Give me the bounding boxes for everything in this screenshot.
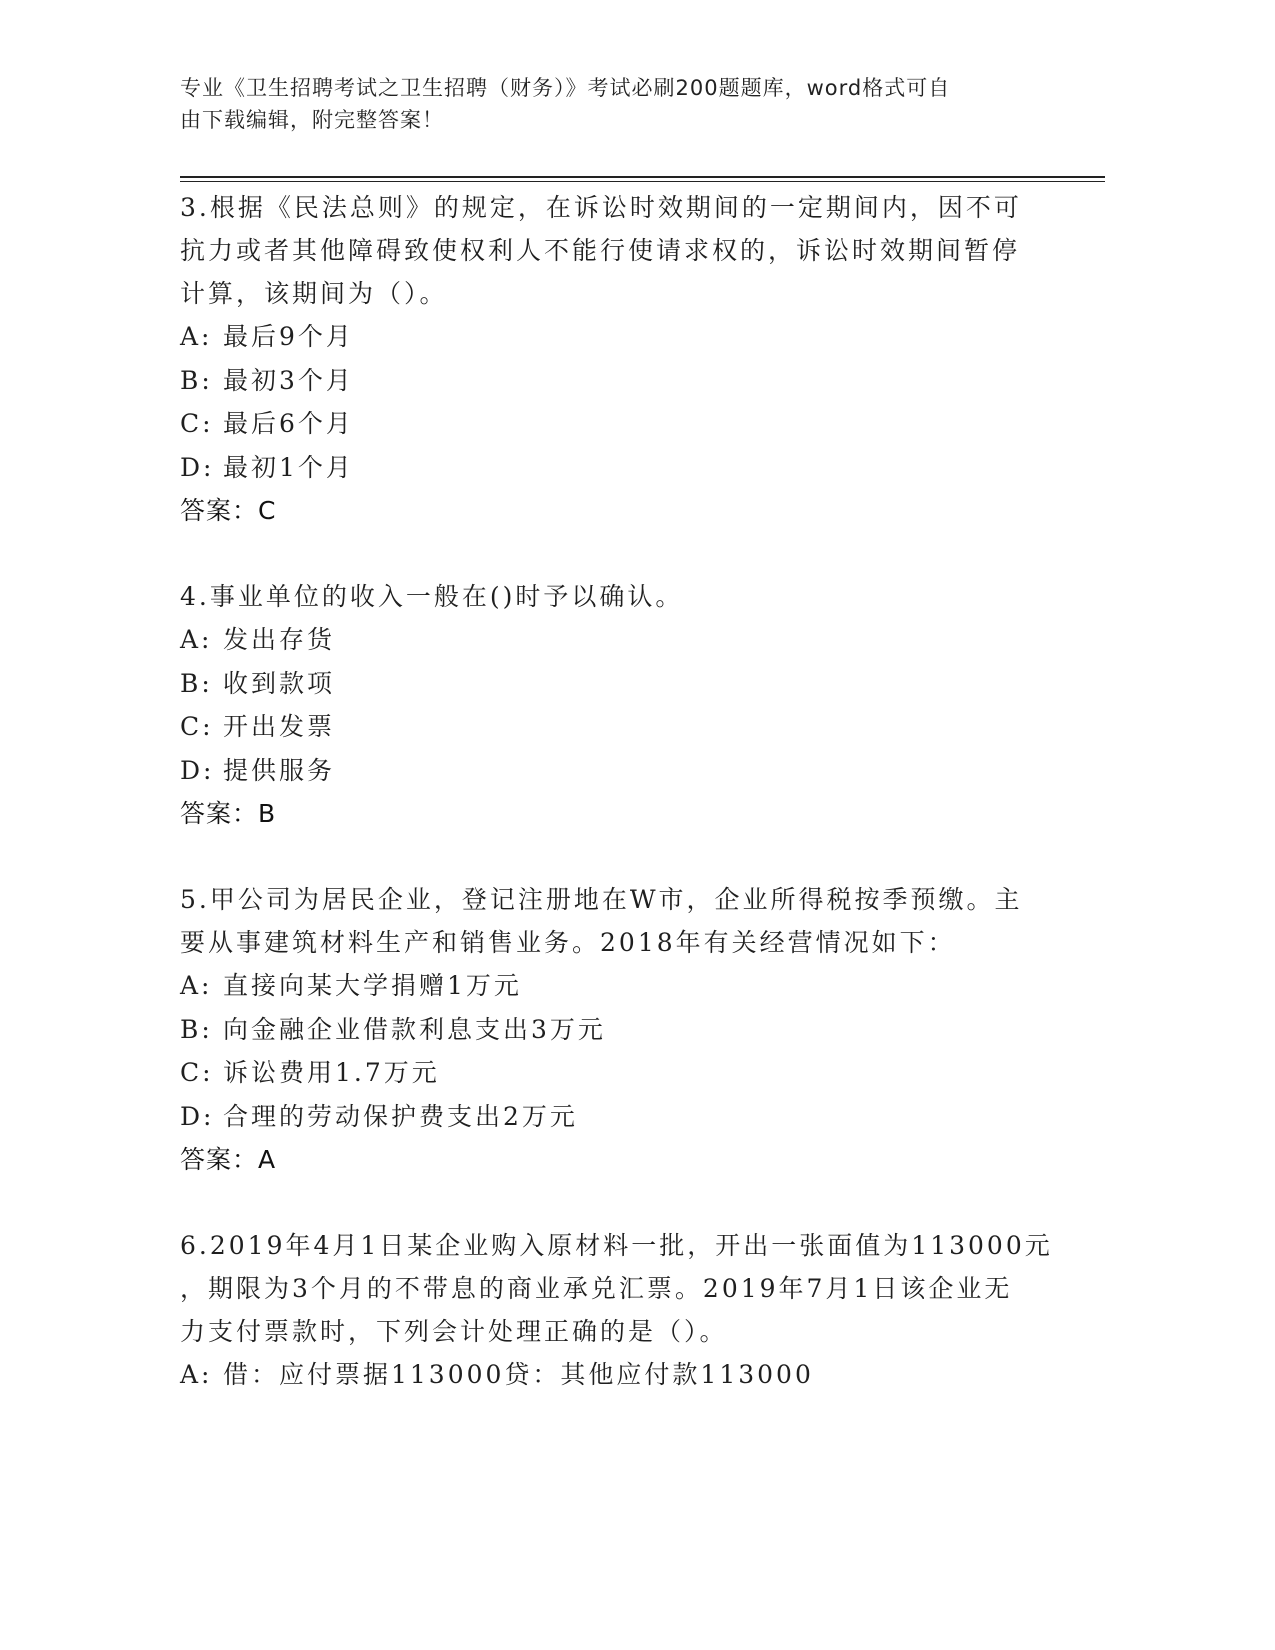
option-b xyxy=(180,1008,1060,1052)
option-key: A: xyxy=(180,971,213,1000)
question-stem xyxy=(180,575,1060,618)
stem-line: 力支付票款时，下列会计处理正确的是（）。 xyxy=(180,1317,728,1346)
stem-line: 计算，该期间为（）。 xyxy=(180,279,448,308)
option-c xyxy=(180,705,1060,749)
option-d xyxy=(180,446,1060,490)
option-text: 最后6个月 xyxy=(223,409,354,438)
option-key: B: xyxy=(180,668,213,698)
stem-line: 5.甲公司为居民企业，登记注册地在W市，企业所得税按季预缴。主 xyxy=(180,885,1023,914)
option-c xyxy=(180,1051,1060,1095)
option-a xyxy=(180,1353,1060,1397)
header-line: 由下载编辑，附完整答案！ xyxy=(180,108,444,132)
option-key: A: xyxy=(180,1360,213,1389)
option-key: B: xyxy=(180,365,213,395)
question-item xyxy=(180,1224,1060,1397)
option-a xyxy=(180,964,1060,1008)
stem-line: 6.2019年4月1日某企业购入原材料一批，开出一张面值为113000元 xyxy=(180,1231,1053,1260)
header-divider xyxy=(180,176,1105,178)
option-key: A: xyxy=(180,322,213,351)
header-line: 专业《卫生招聘考试之卫生招聘（财务）》考试必刷200题题库，word格式可自 xyxy=(180,76,951,100)
option-b xyxy=(180,662,1060,706)
option-key: D: xyxy=(180,755,215,785)
option-b xyxy=(180,359,1060,403)
question-stem xyxy=(180,878,1060,964)
document-header xyxy=(180,72,1040,136)
stem-line: 3.根据《民法总则》的规定，在诉讼时效期间的一定期间内，因不可 xyxy=(180,193,1022,222)
question-stem xyxy=(180,186,1060,315)
option-text: 最初1个月 xyxy=(223,452,354,482)
stem-line: ，期限为3个月的不带息的商业承兑汇票。2019年7月1日该企业无 xyxy=(180,1274,1013,1303)
option-a xyxy=(180,315,1060,359)
option-a xyxy=(180,618,1060,662)
option-key: D: xyxy=(180,452,215,482)
stem-line: 4.事业单位的收入一般在()时予以确认。 xyxy=(180,582,684,611)
option-key: C: xyxy=(180,1058,214,1087)
option-text: 直接向某大学捐赠1万元 xyxy=(223,971,522,1000)
option-text: 最后9个月 xyxy=(223,322,354,351)
answer-line: 答案：A xyxy=(180,1145,277,1174)
option-key: D: xyxy=(180,1101,215,1131)
option-c xyxy=(180,402,1060,446)
question-stem xyxy=(180,1224,1060,1353)
option-text: 开出发票 xyxy=(223,712,336,741)
option-text: 诉讼费用1.7万元 xyxy=(223,1058,440,1087)
option-d xyxy=(180,1095,1060,1139)
option-text: 最初3个月 xyxy=(223,365,354,395)
option-key: B: xyxy=(180,1014,213,1044)
stem-line: 要从事建筑材料生产和销售业务。2018年有关经营情况如下： xyxy=(180,928,956,957)
question-list xyxy=(180,186,1060,1439)
option-key: C: xyxy=(180,409,214,438)
option-key: A: xyxy=(180,625,213,654)
answer-line: 答案：C xyxy=(180,496,277,525)
option-d xyxy=(180,749,1060,793)
stem-line: 抗力或者其他障碍致使权利人不能行使请求权的，诉讼时效期间暂停 xyxy=(180,236,1021,265)
question-item xyxy=(180,186,1060,533)
header-divider-thin xyxy=(180,181,1105,182)
question-item xyxy=(180,878,1060,1182)
option-text: 发出存货 xyxy=(223,625,336,654)
option-text: 借：应付票据113000贷：其他应付款113000 xyxy=(223,1360,814,1389)
option-text: 向金融企业借款利息支出3万元 xyxy=(223,1014,606,1044)
option-text: 提供服务 xyxy=(223,755,336,785)
answer-line: 答案：B xyxy=(180,799,277,828)
option-key: C: xyxy=(180,712,214,741)
option-text: 收到款项 xyxy=(223,668,336,698)
option-text: 合理的劳动保护费支出2万元 xyxy=(223,1101,578,1131)
question-item xyxy=(180,575,1060,836)
